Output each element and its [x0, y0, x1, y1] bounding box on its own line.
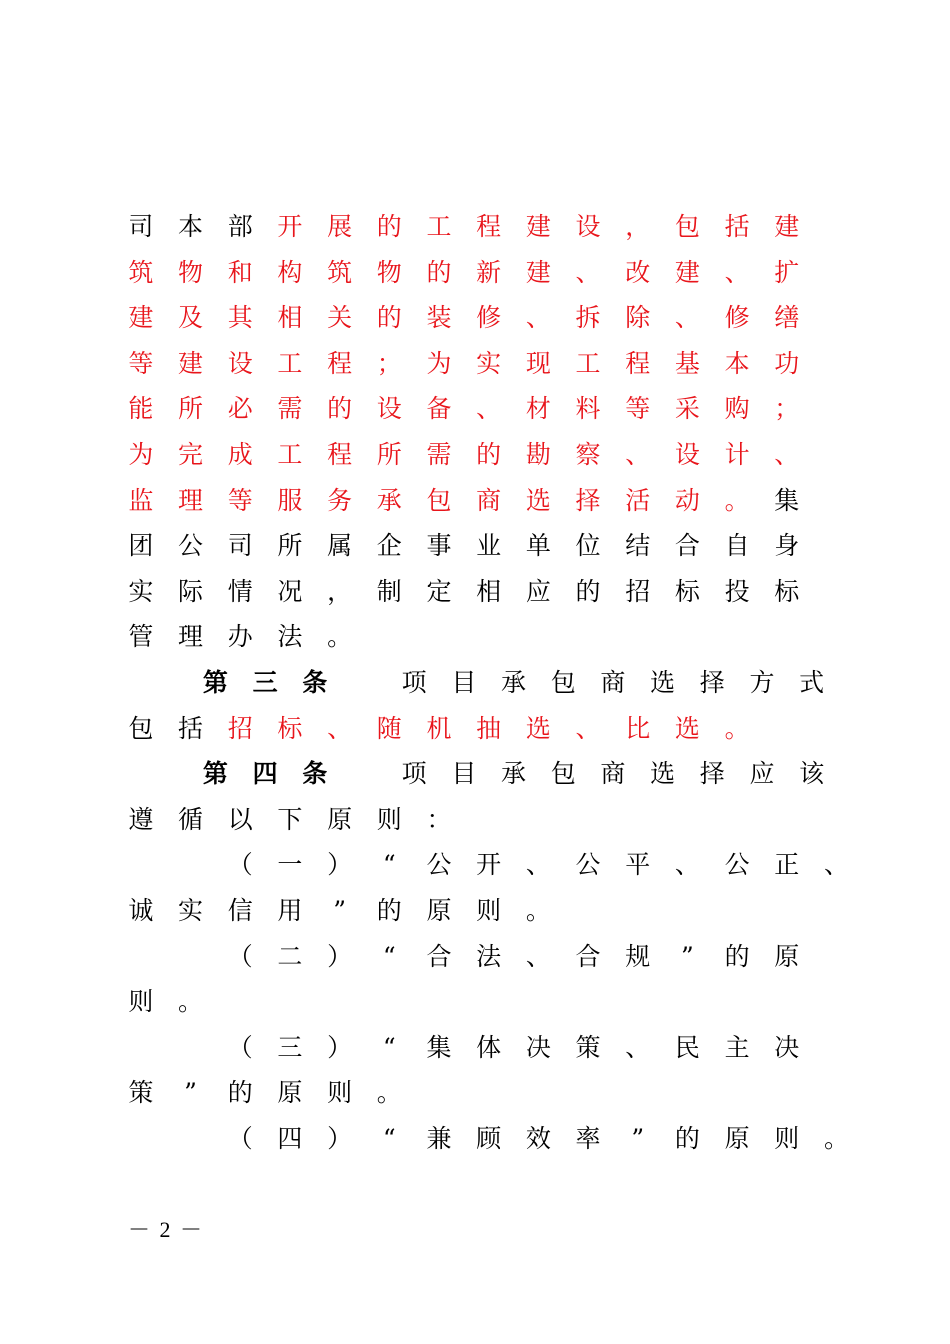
body-text-line	[116, 1119, 935, 1159]
highlighted-text: 能 所 必 需 的 设 备 、 材 料 等 采 购 ；	[128, 394, 800, 424]
body-text: 团 公 司 所 属 企 事 业 单 位 结 合 自 身	[128, 531, 800, 561]
body-text: 遵 循 以 下 原 则 ：	[128, 804, 452, 834]
body-text: 诚 实 信 用 ” 的 原 则 。	[128, 896, 551, 925]
body-text: 第 三 条	[202, 668, 328, 697]
body-text-line	[116, 526, 836, 566]
body-text: 包 括	[128, 713, 204, 743]
body-text-line	[116, 663, 911, 703]
body-text: 第 四 条	[202, 759, 328, 789]
body-text-line	[116, 709, 836, 749]
page-number: － 2 －	[128, 1217, 205, 1242]
body-text-line	[116, 572, 836, 612]
body-text-line	[116, 1073, 836, 1113]
body-text: 管 理 办 法 。	[128, 622, 353, 652]
body-text-line	[116, 754, 911, 794]
highlighted-text: 开 展 的 工 程 建 设 ， 包 括 建	[277, 212, 800, 241]
highlighted-text: 等 建 设 工 程 ； 为 实 现 工 程 基 本 功	[128, 348, 800, 378]
highlighted-text: 为 完 成 工 程 所 需 的 勘 察 、 设 计 、	[128, 440, 800, 469]
body-text: 实 际 情 况 ， 制 定 相 应 的 招 标 投 标	[128, 576, 800, 606]
body-text-line	[116, 1028, 935, 1068]
body-text: （ 四 ） “ 兼 顾 效 率 ” 的 原 则 。	[227, 1124, 849, 1153]
body-text: 集	[774, 485, 800, 515]
highlighted-text: 监 理 等 服 务 承 包 商 选 择 活 动 。	[128, 485, 750, 515]
body-text: 项 目 承 包 商 选 择 方 式	[401, 668, 825, 697]
body-text-line	[116, 207, 836, 247]
body-text-line	[116, 845, 935, 885]
body-text-line	[116, 617, 836, 657]
highlighted-text: 筑 物 和 构 筑 物 的 新 建 、 改 建 、 扩	[128, 257, 800, 287]
body-text-line	[116, 344, 836, 384]
body-text: （ 三 ） “ 集 体 决 策 、 民 主 决	[227, 1032, 800, 1062]
body-text-line	[116, 389, 836, 429]
body-text-line	[116, 481, 836, 521]
body-text-line	[116, 435, 836, 475]
body-text-line	[116, 298, 836, 338]
highlighted-text: 建 及 其 相 关 的 装 修 、 拆 除 、 修 缮	[128, 303, 800, 333]
body-text: 则 。	[128, 987, 204, 1017]
body-text-line	[116, 253, 836, 293]
body-text: （ 一 ） “ 公 开 、 公 平 、 公 正 、	[227, 850, 849, 880]
body-text-line	[116, 800, 836, 840]
body-text-line	[116, 937, 935, 977]
highlighted-text: 招 标 、 随 机 抽 选 、 比 选 。	[227, 713, 750, 743]
body-text: （ 二 ） “ 合 法 、 合 规 ” 的 原	[227, 941, 800, 971]
body-text: 策 ” 的 原 则 。	[128, 1078, 402, 1108]
body-text-line	[116, 982, 836, 1022]
body-text-line	[116, 891, 836, 931]
body-text: 项 目 承 包 商 选 择 应 该	[401, 759, 825, 789]
body-text: 司 本 部	[128, 212, 253, 241]
